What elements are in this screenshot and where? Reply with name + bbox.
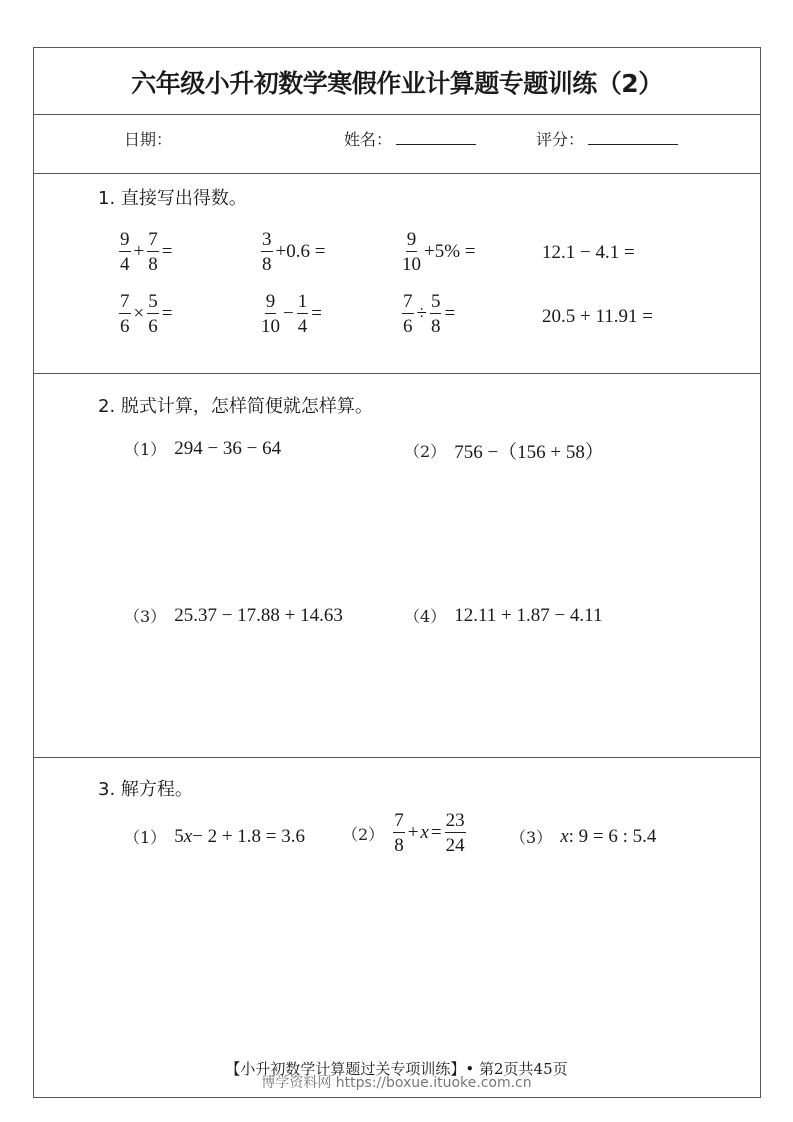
denominator: 8 [262, 254, 272, 275]
denominator: 4 [120, 254, 130, 275]
numerator: 7 [148, 229, 158, 250]
expression: 12.11 + 1.87 − 4.11 [454, 604, 603, 626]
fraction [393, 811, 405, 855]
fraction [147, 292, 159, 336]
fraction [119, 292, 131, 336]
name-label: 姓名： [344, 130, 393, 149]
problem-2-1 [124, 437, 281, 460]
numerator: 23 [445, 810, 465, 831]
problem-1-7 [401, 292, 457, 336]
denominator: 8 [148, 254, 158, 275]
divider [33, 373, 761, 374]
equals: = [444, 303, 456, 324]
denominator: 10 [261, 316, 280, 337]
divider [33, 114, 761, 115]
expression: 12.1 − 4.1 = [542, 242, 635, 263]
problem-label: （2） [342, 824, 385, 844]
operator: ÷ [416, 303, 427, 324]
expression: 25.37 − 17.88 + 14.63 [174, 604, 343, 626]
fraction [261, 230, 273, 274]
operator: + [407, 822, 419, 843]
denominator: 8 [430, 316, 441, 337]
date-field [124, 127, 172, 150]
numerator: 1 [297, 291, 308, 312]
equation-1 [124, 825, 305, 848]
problem-label: （1） [124, 440, 167, 459]
denominator: 4 [297, 316, 308, 337]
operator: − [283, 303, 294, 324]
problem-1-6 [260, 292, 324, 336]
variable: x [560, 825, 569, 847]
numerator: 5 [430, 291, 441, 312]
problem-1-5 [118, 292, 174, 336]
equals: = [161, 303, 173, 324]
score-label: 评分： [536, 130, 585, 149]
fraction [297, 292, 309, 336]
problem-1-3 [401, 230, 478, 274]
problem-1-1 [118, 230, 174, 274]
fraction [402, 292, 414, 336]
expression-tail: +0.6 = [275, 241, 326, 262]
denominator: 8 [394, 835, 404, 856]
expression: − 2 + 1.8 = 3.6 [192, 825, 306, 847]
problem-label: （3） [510, 828, 553, 847]
divider [33, 757, 761, 758]
numerator: 7 [120, 291, 130, 312]
denominator: 6 [120, 316, 130, 337]
fraction [261, 292, 280, 336]
equation-3 [510, 825, 656, 848]
score-field [536, 127, 678, 150]
problem-2-3 [124, 604, 343, 627]
variable: x [420, 822, 429, 843]
equals: = [311, 303, 322, 324]
problem-1-8 [542, 306, 653, 328]
score-blank[interactable] [588, 130, 678, 145]
fraction [402, 230, 421, 274]
problem-2-4 [404, 604, 602, 627]
divider [33, 47, 761, 48]
equation-2 [342, 811, 467, 855]
watermark: 博学资料网 https://boxue.ituoke.com.cn [261, 1075, 532, 1091]
expression: 20.5 + 11.91 = [542, 306, 653, 327]
coefficient: 5 [174, 825, 184, 847]
expression: 756 −（156 + 58） [454, 442, 604, 463]
equals: = [430, 822, 442, 843]
expression: 294 − 36 − 64 [174, 437, 282, 459]
denominator: 6 [403, 316, 413, 337]
section1-heading: 1. 直接写出得数。 [98, 188, 247, 209]
denominator: 10 [402, 254, 421, 275]
denominator: 24 [445, 835, 465, 856]
equals: = [161, 241, 173, 262]
fraction [147, 230, 159, 274]
numerator: 9 [406, 229, 417, 250]
section2-heading: 2. 脱式计算，怎样简便就怎样算。 [98, 396, 373, 417]
numerator: 9 [265, 291, 276, 312]
page-footer: 【小升初数学计算题过关专项训练】• 第2页共45页 [225, 1060, 568, 1078]
section3-heading: 3. 解方程。 [98, 779, 193, 800]
problem-1-4 [542, 242, 635, 264]
date-label: 日期： [124, 130, 173, 149]
name-field [344, 127, 476, 150]
numerator: 7 [403, 291, 413, 312]
problem-label: （4） [404, 607, 447, 626]
expression-tail: +5% = [424, 241, 476, 262]
problem-label: （2） [404, 442, 447, 461]
numerator: 9 [120, 229, 130, 250]
problem-1-2 [260, 230, 327, 274]
fraction [119, 230, 131, 274]
expression: : 9 = 6 : 5.4 [568, 825, 657, 847]
problem-label: （3） [124, 607, 167, 626]
divider [33, 1097, 761, 1098]
operator: + [133, 241, 145, 262]
operator: × [133, 303, 145, 324]
problem-2-2 [404, 437, 604, 464]
fraction [430, 292, 442, 336]
page-title: 六年级小升初数学寒假作业计算题专题训练（2） [131, 69, 663, 98]
numerator: 5 [148, 291, 158, 312]
name-blank[interactable] [396, 130, 476, 145]
problem-label: （1） [124, 828, 167, 847]
numerator: 7 [394, 810, 404, 831]
fraction [445, 811, 466, 855]
numerator: 3 [262, 229, 272, 250]
variable: x [183, 825, 193, 847]
denominator: 6 [148, 316, 158, 337]
divider [33, 173, 761, 174]
